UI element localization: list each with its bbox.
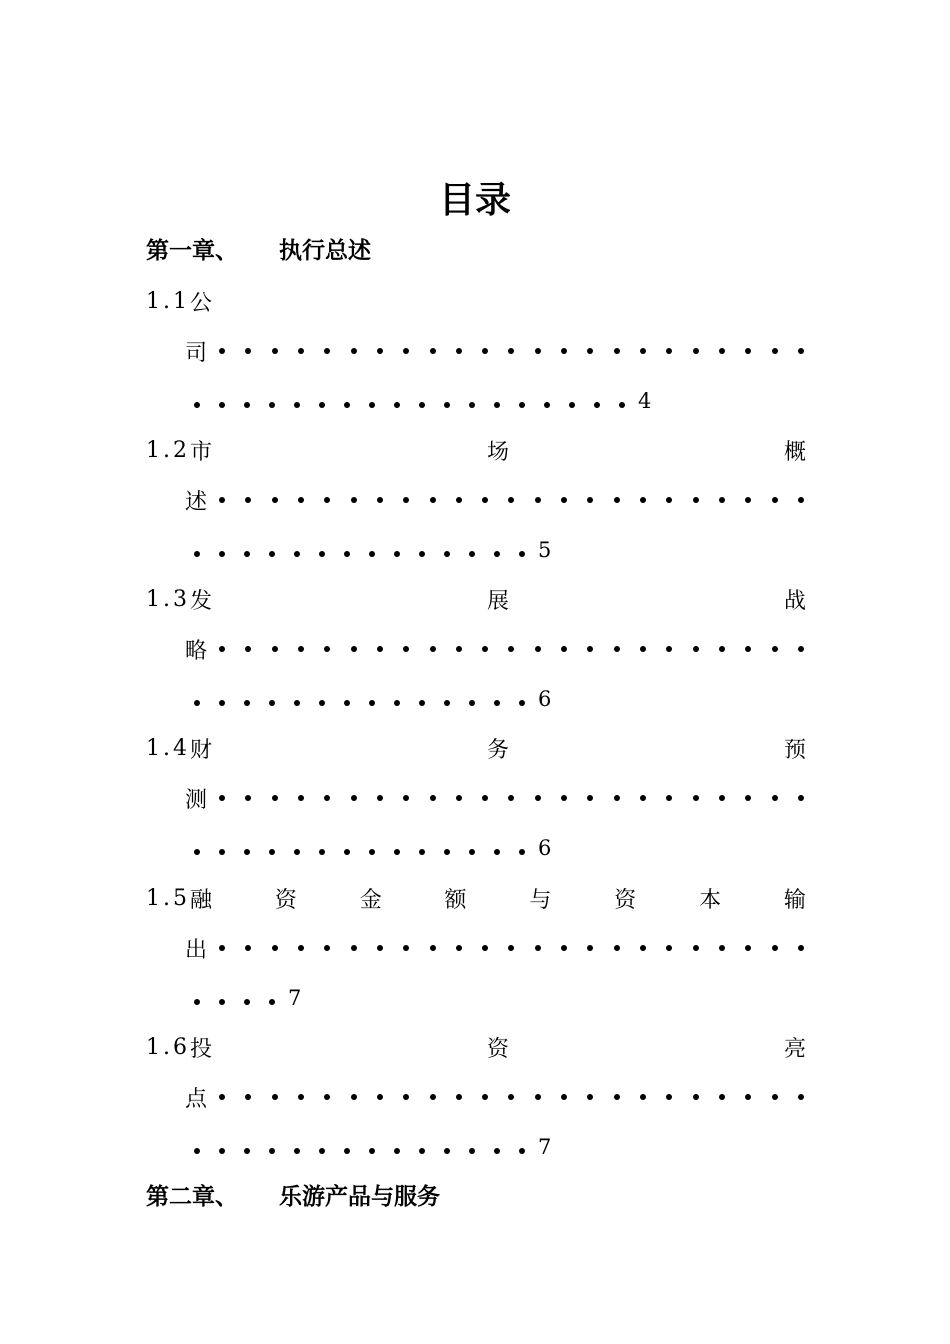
leader-dot [772,348,778,354]
leader-dot [351,945,357,951]
leader-dot [614,348,620,354]
leader-dot [269,999,275,1005]
leader-dot [419,402,425,408]
leader-dot [344,551,350,557]
leader-dot [269,402,275,408]
leader-dot [587,646,593,652]
leader-dot [298,945,304,951]
title-char: 发 [190,588,213,614]
page-number: 5 [538,538,552,562]
leader-dot [519,402,525,408]
leader-dot [430,348,436,354]
leader-dot [693,497,699,503]
toc-entry-line [194,1132,551,1162]
leader-dot [798,945,804,951]
leader-dot [394,700,400,706]
page-number: 7 [538,1135,552,1159]
leader-dot [194,1148,200,1154]
leader-dot [294,700,300,706]
toc-entry-line [146,1032,806,1062]
leader-dot [693,945,699,951]
leader-dot [469,551,475,557]
leader-dot [377,945,383,951]
leader-dot [798,795,804,801]
leader-dot [369,402,375,408]
title-char: 场 [486,439,509,465]
title-char: 与 [529,887,552,913]
leader-dot [614,646,620,652]
leader-dot [535,497,541,503]
leader-dot [544,402,550,408]
leader-dot [456,646,462,652]
leader-dot [535,1094,541,1100]
leader-dot [456,945,462,951]
leader-dot [569,402,575,408]
toc-entry-line [194,684,551,714]
chapter-title: 执行总述 [279,238,371,264]
leader-dot [219,497,225,503]
leader-dot [561,497,567,503]
leader-dot [535,795,541,801]
leader-dot [219,646,225,652]
leader-dot [719,646,725,652]
leader-dot [444,402,450,408]
leader-dot [640,945,646,951]
leader-dot [508,646,514,652]
dot-leader [194,836,544,861]
title-char: 概 [783,439,806,465]
leader-dot [745,497,751,503]
leader-dot [640,348,646,354]
title-char: 财 [190,737,213,763]
leader-dot [324,348,330,354]
toc-entry-1-5[interactable] [146,883,806,1033]
leader-dot [419,849,425,855]
dot-leader [194,538,544,563]
toc-entry-line [146,584,806,614]
leader-dot [394,402,400,408]
leader-dot [272,945,278,951]
leader-dot [351,795,357,801]
title-char: 点 [185,1086,208,1112]
leader-dot [430,795,436,801]
leader-dot [319,551,325,557]
leader-dot [772,1094,778,1100]
leader-dot [469,700,475,706]
leader-dot [666,945,672,951]
leader-dot [245,1094,251,1100]
title-char: 司 [185,340,208,366]
dot-leader [194,687,544,712]
toc-entry-1-1[interactable] [146,286,806,436]
leader-dot [719,795,725,801]
leader-dot [535,945,541,951]
title-char: 务 [486,737,509,763]
title-char: 金 [359,887,382,913]
leader-dot [298,646,304,652]
leader-dot [745,646,751,652]
leader-dot [519,849,525,855]
leader-dot [430,945,436,951]
title-char: 额 [444,887,467,913]
leader-dot [269,551,275,557]
toc-entry-1-6[interactable] [146,1032,806,1182]
toc-entry-line [194,833,551,863]
leader-dot [219,849,225,855]
leader-dot [219,402,225,408]
leader-dot [587,945,593,951]
dot-leader [219,646,806,652]
leader-dot [244,551,250,557]
leader-dot [456,497,462,503]
toc-entry-line [194,535,551,565]
leader-dot [561,348,567,354]
leader-dot [666,1094,672,1100]
leader-dot [369,849,375,855]
leader-dot [298,795,304,801]
leader-dot [719,945,725,951]
toc-entry-line [146,435,806,465]
dot-leader [194,389,644,414]
leader-dot [219,945,225,951]
leader-dot [272,1094,278,1100]
leader-dot [369,551,375,557]
leader-dot [456,795,462,801]
title-char: 预 [783,737,806,763]
leader-dot [377,497,383,503]
leader-dot [561,945,567,951]
leader-dot [245,945,251,951]
leader-dot [194,700,200,706]
leader-dot [444,1148,450,1154]
leader-dot [194,849,200,855]
leader-dot [587,348,593,354]
leader-dot [561,1094,567,1100]
leader-dot [272,795,278,801]
dot-leader [219,1094,806,1100]
leader-dot [494,849,500,855]
title-char: 投 [190,1036,213,1062]
leader-dot [351,348,357,354]
leader-dot [269,700,275,706]
leader-dot [344,1148,350,1154]
leader-dot [344,402,350,408]
leader-dot [719,1094,725,1100]
leader-dot [494,1148,500,1154]
leader-dot [494,700,500,706]
leader-dot [640,1094,646,1100]
leader-dot [294,1148,300,1154]
leader-dot [194,999,200,1005]
leader-dot [194,551,200,557]
leader-dot [298,497,304,503]
leader-dot [772,945,778,951]
leader-dot [640,646,646,652]
leader-dot [745,1094,751,1100]
leader-dot [403,646,409,652]
dot-leader [194,1135,544,1160]
leader-dot [614,795,620,801]
title-char: 公 [190,290,213,316]
leader-dot [693,1094,699,1100]
leader-dot [745,945,751,951]
leader-dot [640,795,646,801]
section-number: 1.2 [146,437,190,463]
leader-dot [219,999,225,1005]
toc-entry-line [194,386,651,416]
title-char: 资 [614,887,637,913]
leader-dot [319,402,325,408]
leader-dot [419,700,425,706]
leader-dot [219,1148,225,1154]
leader-dot [614,1094,620,1100]
leader-dot [693,646,699,652]
leader-dot [482,646,488,652]
leader-dot [693,348,699,354]
leader-dot [298,348,304,354]
leader-dot [745,348,751,354]
leader-dot [561,646,567,652]
leader-dot [666,497,672,503]
leader-dot [587,497,593,503]
leader-dot [444,700,450,706]
leader-dot [614,497,620,503]
leader-dot [456,1094,462,1100]
leader-dot [272,348,278,354]
leader-dot [245,795,251,801]
leader-dot [344,849,350,855]
leader-dot [561,795,567,801]
toc-entry-line [185,783,806,813]
leader-dot [245,348,251,354]
leader-dot [324,945,330,951]
leader-dot [298,1094,304,1100]
title-char: 输 [783,887,806,913]
title-char: 亮 [783,1036,806,1062]
page-number: 6 [538,687,552,711]
leader-dot [482,795,488,801]
toc-entry-line [194,983,301,1013]
title-char: 融 [190,887,213,913]
leader-dot [351,646,357,652]
leader-dot [324,795,330,801]
section-number: 1.4 [146,735,190,761]
leader-dot [244,849,250,855]
leader-dot [798,348,804,354]
leader-dot [245,497,251,503]
leader-dot [508,348,514,354]
toc-entry-line [146,883,806,913]
leader-dot [666,795,672,801]
title-char: 述 [185,489,208,515]
title-char: 略 [185,638,208,664]
dot-leader [219,497,806,503]
toc-entry-line [146,286,806,316]
leader-dot [640,497,646,503]
leader-dot [719,497,725,503]
chapter-2-heading[interactable] [146,1181,440,1213]
toc-entry-line [185,336,806,366]
leader-dot [482,348,488,354]
toc-entry-line [185,933,806,963]
leader-dot [403,348,409,354]
title-char: 资 [274,887,297,913]
dot-leader [219,945,806,951]
leader-dot [351,497,357,503]
leader-dot [798,497,804,503]
leader-dot [594,402,600,408]
leader-dot [535,646,541,652]
leader-dot [319,1148,325,1154]
chapter-number: 第二章、 [146,1184,238,1210]
section-number: 1.5 [146,885,190,911]
leader-dot [508,497,514,503]
leader-dot [219,700,225,706]
leader-dot [508,795,514,801]
leader-dot [469,402,475,408]
title-char: 展 [486,588,509,614]
leader-dot [535,348,541,354]
leader-dot [719,348,725,354]
leader-dot [430,1094,436,1100]
toc-entry-line [185,485,806,515]
leader-dot [294,849,300,855]
leader-dot [430,646,436,652]
leader-dot [269,1148,275,1154]
leader-dot [419,551,425,557]
leader-dot [219,551,225,557]
leader-dot [294,402,300,408]
leader-dot [244,700,250,706]
leader-dot [482,497,488,503]
leader-dot [324,646,330,652]
leader-dot [614,945,620,951]
title-char: 本 [699,887,722,913]
leader-dot [666,348,672,354]
leader-dot [244,999,250,1005]
toc-entry-line [185,634,806,664]
leader-dot [394,1148,400,1154]
leader-dot [772,795,778,801]
leader-dot [772,646,778,652]
leader-dot [377,1094,383,1100]
leader-dot [369,700,375,706]
section-number: 1.3 [146,586,190,612]
dot-leader [219,795,806,801]
dot-leader [219,348,806,354]
leader-dot [403,1094,409,1100]
leader-dot [482,1094,488,1100]
leader-dot [519,1148,525,1154]
toc-entry-line [185,1082,806,1112]
leader-dot [272,646,278,652]
toc-title: 目录 [438,180,511,221]
leader-dot [444,849,450,855]
leader-dot [324,497,330,503]
leader-dot [519,551,525,557]
leader-dot [469,849,475,855]
title-char: 测 [185,787,208,813]
title-char: 战 [783,588,806,614]
dot-leader [194,986,294,1011]
toc-entry-1-2[interactable] [146,435,806,585]
leader-dot [456,348,462,354]
page-number: 6 [538,836,552,860]
toc-entry-1-3[interactable] [146,584,806,734]
leader-dot [587,1094,593,1100]
leader-dot [294,551,300,557]
leader-dot [619,402,625,408]
leader-dot [244,1148,250,1154]
leader-dot [403,945,409,951]
leader-dot [219,348,225,354]
leader-dot [494,402,500,408]
toc-entry-line [146,733,806,763]
leader-dot [798,646,804,652]
leader-dot [244,402,250,408]
leader-dot [469,1148,475,1154]
toc-entry-1-4[interactable] [146,733,806,883]
chapter-number: 第一章、 [146,238,238,264]
chapter-title: 乐游产品与服务 [279,1184,440,1210]
leader-dot [508,1094,514,1100]
leader-dot [351,1094,357,1100]
leader-dot [394,551,400,557]
leader-dot [319,849,325,855]
leader-dot [519,700,525,706]
section-number: 1.1 [146,288,190,314]
page-number: 7 [288,986,302,1010]
leader-dot [219,1094,225,1100]
leader-dot [508,945,514,951]
leader-dot [377,646,383,652]
leader-dot [324,1094,330,1100]
leader-dot [419,1148,425,1154]
title-char: 资 [486,1036,509,1062]
leader-dot [369,1148,375,1154]
page-number: 4 [638,389,652,413]
leader-dot [494,551,500,557]
leader-dot [587,795,593,801]
leader-dot [403,497,409,503]
leader-dot [772,497,778,503]
leader-dot [245,646,251,652]
leader-dot [344,700,350,706]
leader-dot [798,1094,804,1100]
leader-dot [430,497,436,503]
leader-dot [377,348,383,354]
leader-dot [444,551,450,557]
leader-dot [269,849,275,855]
leader-dot [219,795,225,801]
title-char: 出 [185,937,208,963]
leader-dot [194,402,200,408]
leader-dot [745,795,751,801]
leader-dot [693,795,699,801]
section-number: 1.6 [146,1034,190,1060]
leader-dot [272,497,278,503]
leader-dot [394,849,400,855]
leader-dot [403,795,409,801]
leader-dot [482,945,488,951]
title-char: 市 [190,439,213,465]
leader-dot [377,795,383,801]
chapter-1-heading[interactable] [146,235,371,267]
leader-dot [666,646,672,652]
leader-dot [319,700,325,706]
